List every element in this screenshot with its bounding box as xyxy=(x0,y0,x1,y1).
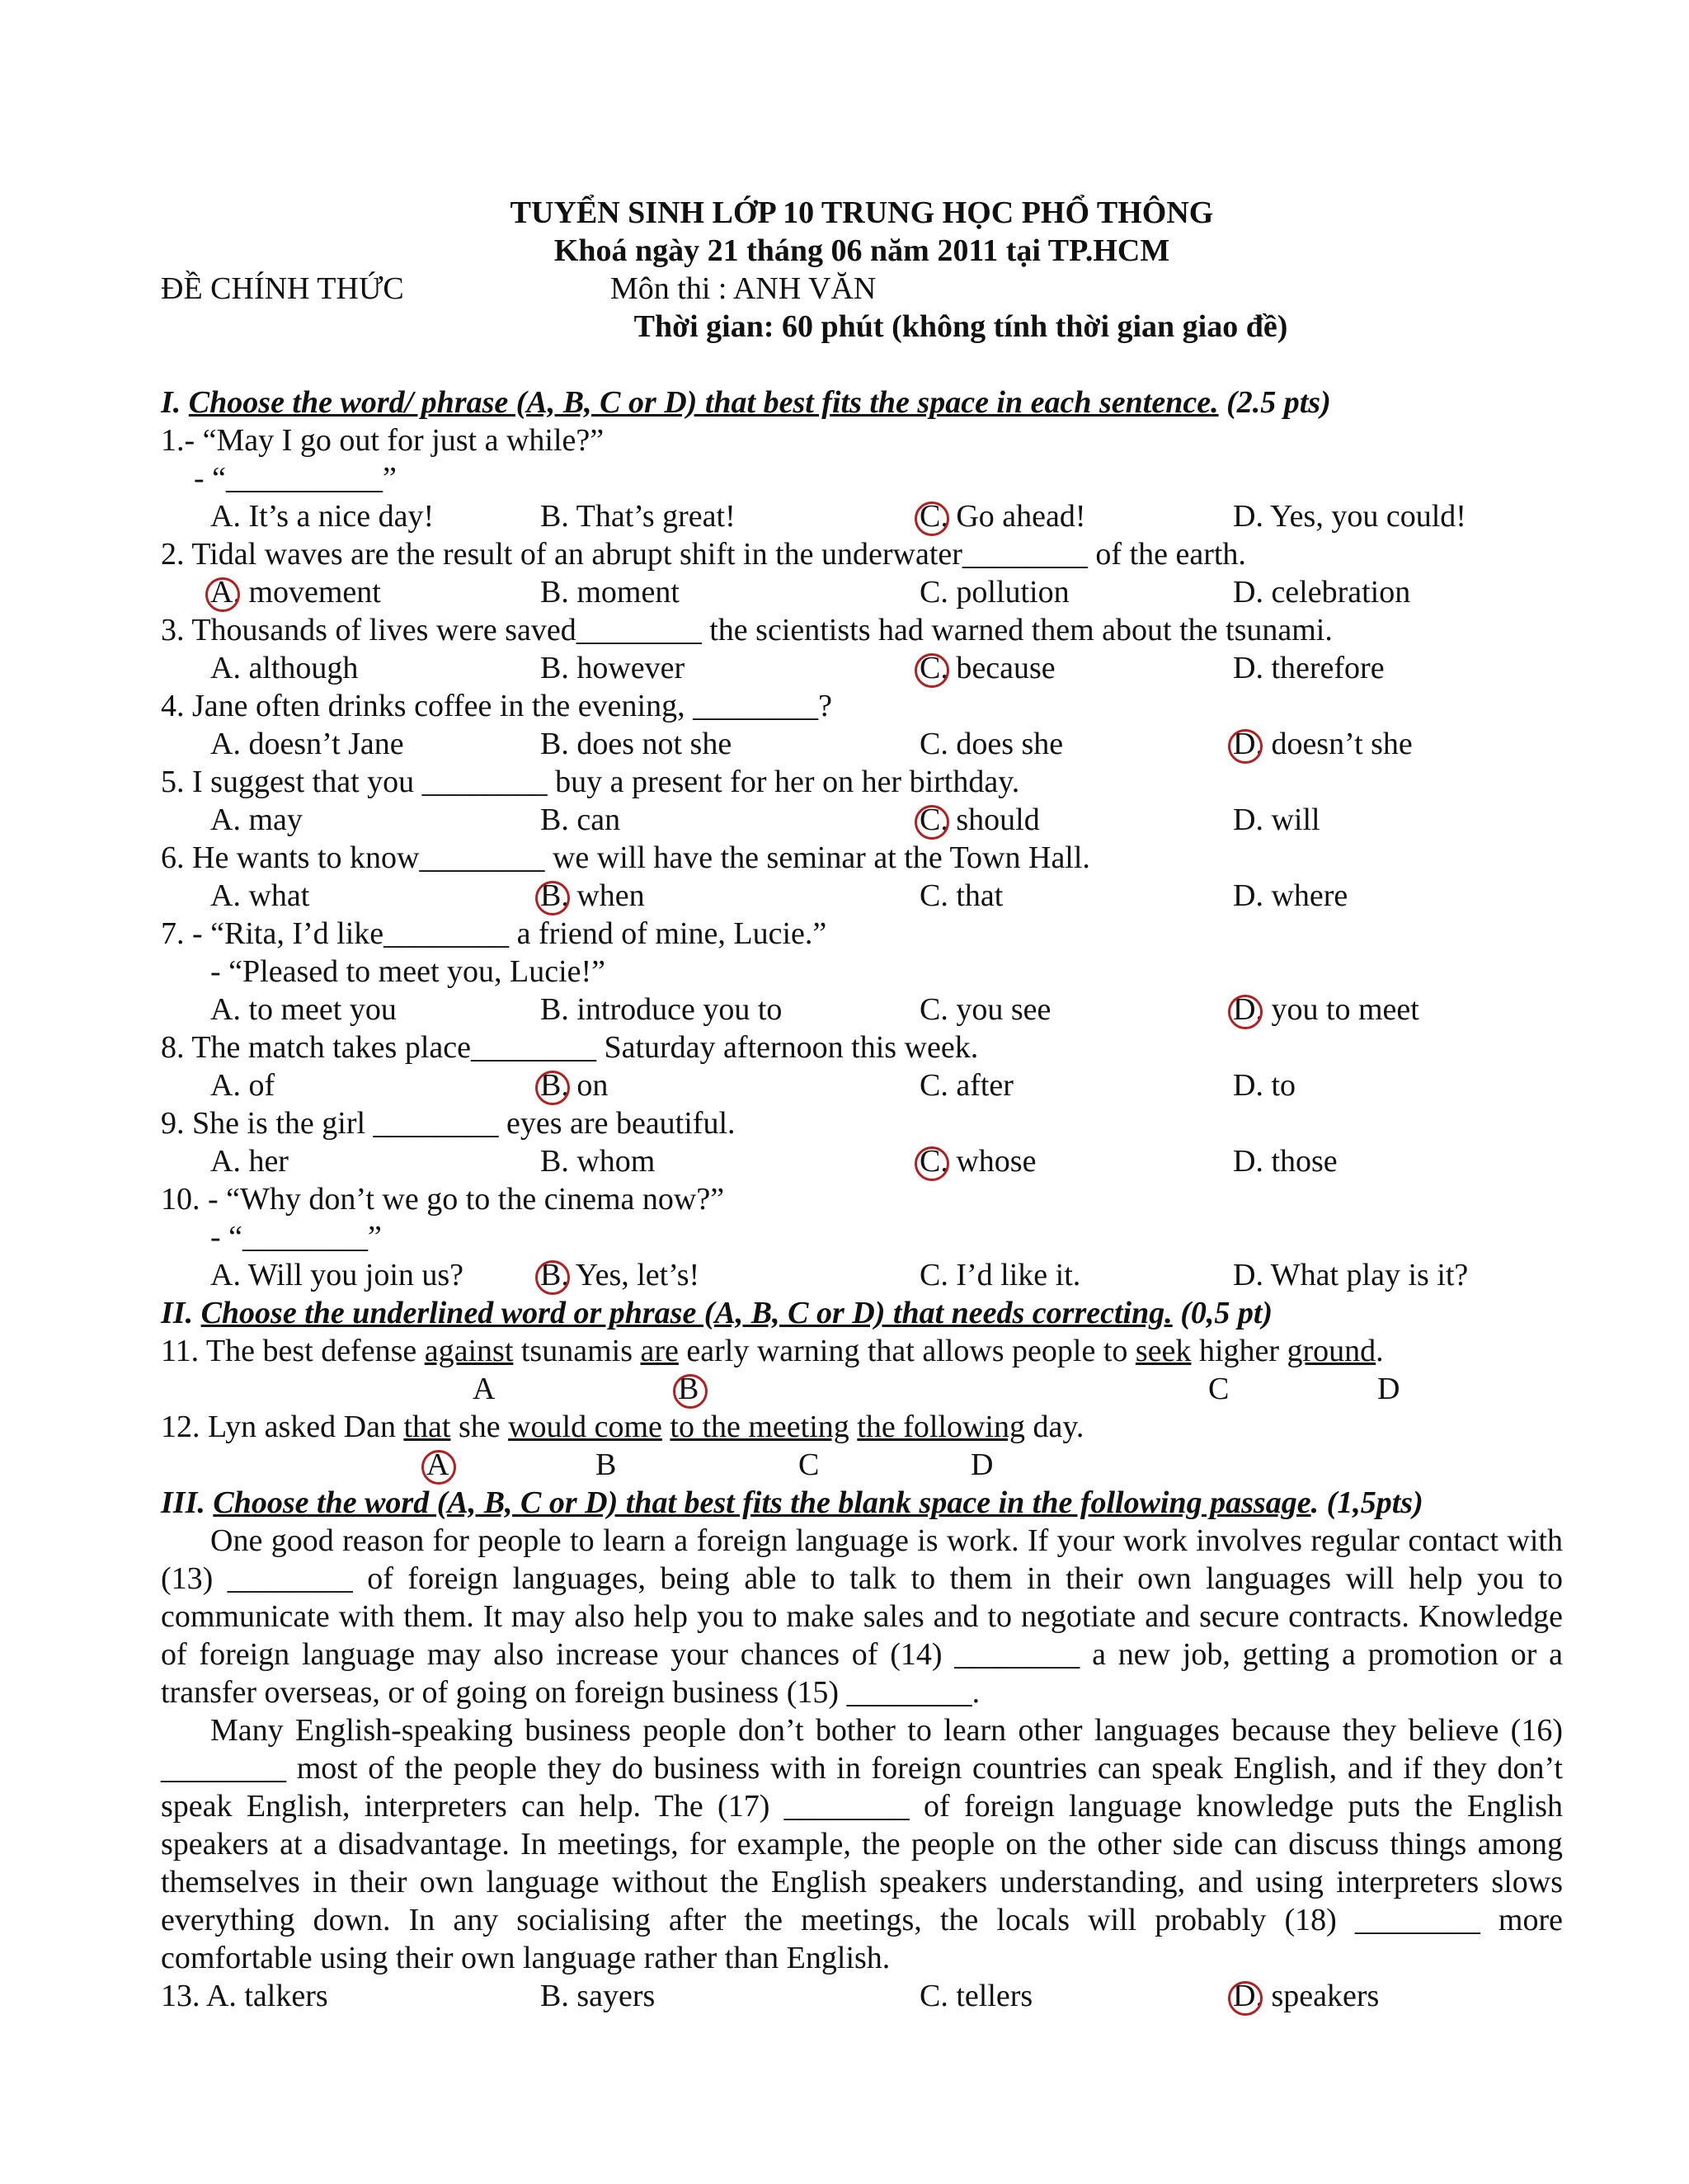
answer-options xyxy=(161,725,1563,763)
q11-letters xyxy=(161,1370,1563,1408)
answer-option-b: B. moment xyxy=(540,575,680,610)
section-3-title: Choose the word (A, B, C or D) that best fits the blank space in the following passage xyxy=(213,1485,1311,1520)
answer-option-c-marked: C. should xyxy=(920,803,1040,837)
question-11 xyxy=(161,1332,1563,1370)
answer-option-d: D. celebration xyxy=(1233,575,1411,610)
answer-option-a: A. Will you join us? xyxy=(210,1258,464,1292)
question-stem-line-2: - “__________” xyxy=(194,461,397,496)
answer-option-a: A. It’s a nice day! xyxy=(210,499,435,534)
q12-text: 12. Lyn asked Dan xyxy=(161,1410,404,1444)
answer-option-c: C. I’d like it. xyxy=(920,1258,1081,1292)
q12-part-d: the following xyxy=(857,1410,1025,1444)
q11-text: . xyxy=(1376,1334,1384,1368)
q11-letter-c: C xyxy=(1208,1372,1230,1406)
answer-options xyxy=(161,1142,1563,1180)
answer-option-c-marked: C. because xyxy=(920,651,1056,685)
question-stem: 10. - “Why don’t we go to the cinema now?” xyxy=(161,1182,725,1217)
q12-text: she xyxy=(450,1410,509,1444)
section-3-heading xyxy=(161,1484,1563,1522)
answer-option-a: A. doesn’t Jane xyxy=(210,727,404,761)
answer-options xyxy=(161,991,1563,1028)
question-list xyxy=(161,421,1563,1294)
section-1-heading xyxy=(161,384,1563,421)
section-1-title: Choose the word/ phrase (A, B, C or D) that best fits the space in each sentence. xyxy=(188,385,1219,420)
answer-option-c: C. pollution xyxy=(920,575,1070,610)
question-stem: 9. She is the girl ________ eyes are beautiful. xyxy=(161,1106,736,1141)
answer-option-d: D. to xyxy=(1233,1068,1296,1103)
answer-option-d: D. those xyxy=(1233,1144,1338,1179)
question-stem: 2. Tidal waves are the result of an abrupt shift in the underwater________ of the earth. xyxy=(161,537,1246,572)
answer-option-d: D. therefore xyxy=(1233,651,1385,685)
exam-date: Khoá ngày 21 tháng 06 năm 2011 tại TP.HCM xyxy=(553,233,1170,268)
exam-page xyxy=(161,194,1563,2015)
answer-option-d: D. where xyxy=(1233,878,1348,913)
answer-option-b: B. does not she xyxy=(540,727,732,761)
question-stem: 7. - “Rita, I’d like________ a friend of mine, Lucie.” xyxy=(161,916,827,951)
section-2-title: Choose the underlined word or phrase (A, B, C or D) that needs correcting. xyxy=(200,1296,1173,1330)
answer-option-a: A. her xyxy=(210,1144,289,1179)
answer-option-a: A. of xyxy=(210,1068,275,1103)
answer-option-a-marked: A. movement xyxy=(210,575,381,610)
q11-letter-a: A xyxy=(473,1372,496,1406)
q11-letter-d: D xyxy=(1377,1372,1400,1406)
answer-option-b: B. can xyxy=(540,803,621,837)
question-stem: 6. He wants to know________ we will have the seminar at the Town Hall. xyxy=(161,840,1090,875)
q12-part-c: to the meeting xyxy=(670,1410,849,1444)
q12-part-a: that xyxy=(403,1410,451,1444)
answer-option-b-marked: B. Yes, let’s! xyxy=(540,1258,700,1292)
q12-text: day. xyxy=(1024,1410,1084,1444)
question-stem: 5. I suggest that you ________ buy a present for her on her birthday. xyxy=(161,765,1020,799)
answer-option-d-marked: D. you to meet xyxy=(1233,992,1419,1027)
section-2-points: (0,5 pt) xyxy=(1172,1296,1273,1330)
answer-options xyxy=(161,877,1563,915)
q11-part-c: seek xyxy=(1135,1334,1192,1368)
q11-letter-b-marked: B xyxy=(678,1372,699,1406)
answer-option-c-marked: C. whose xyxy=(920,1144,1037,1179)
official-label: ĐỀ CHÍNH THỨC xyxy=(161,271,404,306)
q13-option-d-marked: D. speakers xyxy=(1233,1979,1380,2013)
answer-option-b-marked: B. on xyxy=(540,1068,609,1103)
q12-letter-b: B xyxy=(595,1447,617,1482)
question-stem-line-2: - “________” xyxy=(210,1220,382,1254)
answer-option-a: A. may xyxy=(210,803,303,837)
answer-options xyxy=(161,649,1563,687)
answer-option-c: C. that xyxy=(920,878,1004,913)
answer-option-c-marked: C. Go ahead! xyxy=(920,499,1086,534)
question-stem-line-2: - “Pleased to meet you, Lucie!” xyxy=(210,954,606,989)
q12-letter-d: D xyxy=(971,1447,994,1482)
q11-text: early warning that allows people to xyxy=(678,1334,1136,1368)
subject-label: Môn thi : ANH VĂN xyxy=(610,271,877,306)
section-2-prefix: II. xyxy=(161,1296,201,1330)
question-13 xyxy=(161,1977,1563,2015)
q13-option-b: B. sayers xyxy=(540,1979,656,2013)
answer-options xyxy=(161,801,1563,839)
question-stem: 3. Thousands of lives were saved________ the scientists had warned them about the tsunami. xyxy=(161,613,1333,647)
question-stem: 4. Jane often drinks coffee in the evening, ________? xyxy=(161,689,832,723)
section-2-heading xyxy=(161,1294,1563,1332)
answer-options xyxy=(161,1066,1563,1104)
time-label: Thời gian: 60 phút (không tính thời gian giao đề) xyxy=(633,309,1288,344)
q11-part-b: are xyxy=(640,1334,679,1368)
question-stem: 1.- “May I go out for just a while?” xyxy=(161,423,605,458)
answer-option-b-marked: B. when xyxy=(540,878,645,913)
answer-option-a: A. to meet you xyxy=(210,992,397,1027)
q12-part-b: would come xyxy=(508,1410,662,1444)
q11-part-a: against xyxy=(424,1334,514,1368)
q13-option-c: C. tellers xyxy=(920,1979,1033,2013)
answer-options xyxy=(161,573,1563,611)
answer-option-d-marked: D. doesn’t she xyxy=(1233,727,1413,761)
q12-text xyxy=(662,1410,670,1444)
answer-options xyxy=(161,1256,1563,1294)
exam-title: TUYỂN SINH LỚP 10 TRUNG HỌC PHỔ THÔNG xyxy=(510,195,1214,230)
answer-option-d: D. What play is it? xyxy=(1233,1258,1469,1292)
answer-option-d: D. will xyxy=(1233,803,1320,837)
q11-part-d: ground xyxy=(1287,1334,1376,1368)
subject-row xyxy=(161,270,1563,308)
q11-text: tsunamis xyxy=(513,1334,641,1368)
q12-text xyxy=(849,1410,858,1444)
q12-letters xyxy=(161,1446,1563,1484)
passage-paragraph-1: One good reason for people to learn a foreign language is work. If your work involves regular contact with (13) ________ of foreign languages, being able to talk to them in their own languages will help you to communicate with them. It may also help you to make sales and to negotiate and secure contracts. Knowledge of foreign language may also increase your chances of (14) ________ a new job, getting a promotion or a transfer overseas, or of going on foreign business (15) ________. xyxy=(161,1523,1563,1710)
answer-option-a: A. what xyxy=(210,878,310,913)
q12-letter-a-marked: A xyxy=(426,1447,449,1482)
answer-option-c: C. after xyxy=(920,1068,1014,1103)
q13-option-a: 13. A. talkers xyxy=(161,1979,328,2013)
answer-option-c: C. you see xyxy=(920,992,1052,1027)
answer-option-b: B. whom xyxy=(540,1144,656,1179)
answer-option-a: A. although xyxy=(210,651,359,685)
answer-options xyxy=(161,497,1563,535)
question-stem: 8. The match takes place________ Saturday afternoon this week. xyxy=(161,1030,979,1065)
answer-option-b: B. That’s great! xyxy=(540,499,736,534)
answer-option-b: B. introduce you to xyxy=(540,992,783,1027)
section-3-points: . (1,5pts) xyxy=(1310,1485,1423,1520)
q11-text: higher xyxy=(1191,1334,1287,1368)
q12-letter-c: C xyxy=(798,1447,820,1482)
answer-option-c: C. does she xyxy=(920,727,1064,761)
section-1-points: (2.5 pts) xyxy=(1218,385,1331,420)
q11-text: 11. The best defense xyxy=(161,1334,425,1368)
passage-paragraph-2: Many English-speaking business people don’t bother to learn other languages because they believe (16) ________ most of the people they do business with in foreign countries can speak English, and if they don’t speak English, interpreters can help. The (17) ________ of foreign language knowledge puts the English speakers at a disadvantage. In meetings, for example, the people on the other side can discuss things among themselves in their own language without the English speakers understanding, and using interpreters slows everything down. In any socialising after the meetings, the locals will probably (18) ________ more comfortable using their own language rather than English. xyxy=(161,1713,1563,1975)
answer-option-b: B. however xyxy=(540,651,685,685)
section-3-prefix: III. xyxy=(161,1485,214,1520)
question-12 xyxy=(161,1408,1563,1446)
answer-option-d: D. Yes, you could! xyxy=(1233,499,1466,534)
section-1-prefix: I. xyxy=(161,385,189,420)
